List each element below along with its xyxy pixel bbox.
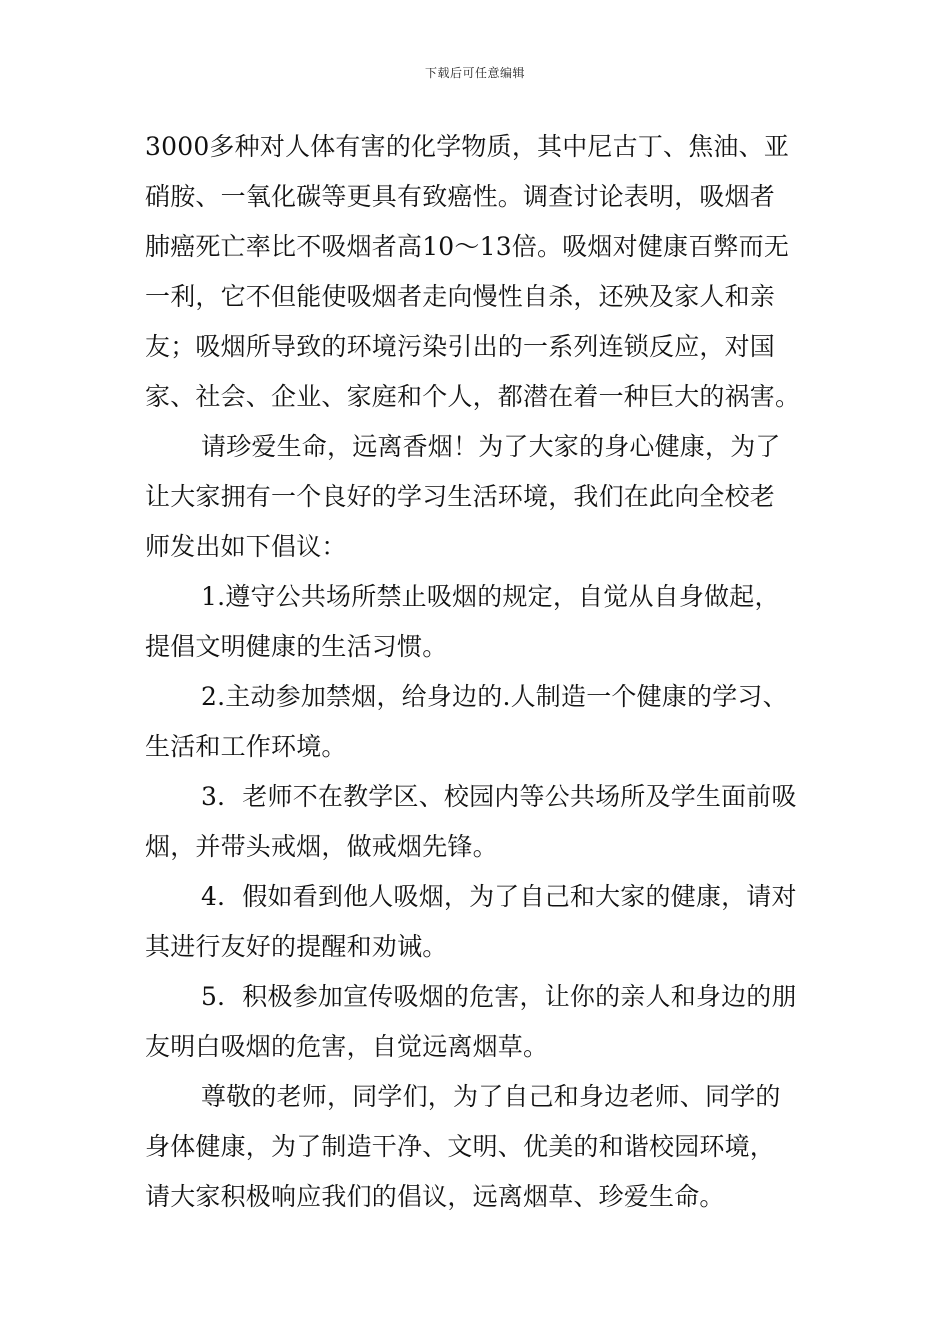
text-line: 3．老师不在教学区、校园内等公共场所及学生面前吸 [201,782,797,811]
text-line: 师发出如下倡议： [145,532,347,561]
text-line: 请珍爱生命，远离香烟！为了大家的身心健康，为了 [201,432,781,461]
text-line: 烟，并带头戒烟，做戒烟先锋。 [145,832,498,861]
text-line: 硝胺、一氧化碳等更具有致癌性。调查讨论表明，吸烟者 [145,182,776,211]
text-line: 1.遵守公共场所禁止吸烟的规定，自觉从自身做起， [201,582,780,611]
text-line: 生活和工作环境。 [145,732,347,761]
text-line: 3000多种对人体有害的化学物质，其中尼古丁、焦油、亚 [145,132,790,161]
document-body [145,122,810,1222]
text-line: 尊敬的老师，同学们，为了自己和身边老师、同学的 [201,1082,781,1111]
text-line: 2.主动参加禁烟，给身边的.人制造一个健康的学习、 [201,682,788,711]
text-line: 一利，它不但能使吸烟者走向慢性自杀，还殃及家人和亲 [145,282,776,311]
text-line: 5．积极参加宣传吸烟的危害，让你的亲人和身边的朋 [201,982,797,1011]
text-line: 其进行友好的提醒和劝诫。 [145,932,448,961]
text-line: 肺癌死亡率比不吸烟者高10～13倍。吸烟对健康百弊而无 [145,232,790,261]
text-line: 让大家拥有一个良好的学习生活环境，我们在此向全校老 [145,482,776,511]
text-line: 友明白吸烟的危害，自觉远离烟草。 [145,1032,549,1061]
text-line: 友；吸烟所导致的环境污染引出的一系列连锁反应，对国 [145,332,776,361]
text-line: 身体健康，为了制造干净、文明、优美的和谐校园环境， [145,1132,776,1161]
text-line: 请大家积极响应我们的倡议，远离烟草、珍爱生命。 [145,1182,725,1211]
page-header: 下载后可任意编辑 [424,66,525,80]
text-line: 4．假如看到他人吸烟，为了自己和大家的健康，请对 [201,882,797,911]
text-line: 提倡文明健康的生活习惯。 [145,632,448,661]
text-line: 家、社会、企业、家庭和个人，都潜在着一种巨大的祸害。 [145,382,801,411]
